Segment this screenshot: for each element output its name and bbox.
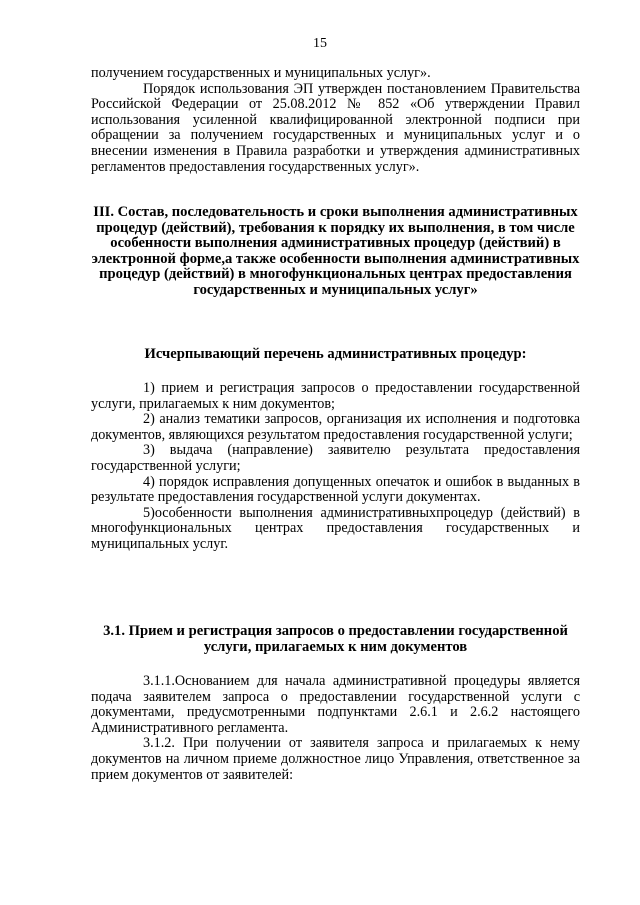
list-heading: Исчерпывающий перечень административных процедур:: [144, 346, 527, 362]
paragraph: 3.1.2. При получении от заявителя запроса и прилагаемых к нему документов на личном приеме должностное лицо Управления, ответственное за прием документов от заявителей:: [91, 735, 580, 783]
subsection-body: [91, 674, 580, 783]
list-item: 2) анализ тематики запросов, организация их исполнения и подготовка документов, являющихся результатом предоставления государственной услуги;: [91, 411, 580, 443]
procedure-list: [91, 381, 580, 553]
subsection-title: 3.1. Прием и регистрация запросов о предоставлении государственной услуги, прилагаемых к ним документов: [103, 623, 568, 655]
paragraph: 3.1.1.Основанием для начала административной процедуры является подача заявителем запроса о предоставлении государственной услуги с документами, предусмотренными подпунктами 2.6.1 и 2.6.2 настоящего Административного регламента.: [91, 673, 580, 736]
page-number: 15: [313, 36, 327, 51]
intro-line: получением государственных и муниципальных услуг».: [91, 65, 431, 81]
section-title-block: [91, 205, 580, 299]
list-item: 4) порядок исправления допущенных опечаток и ошибок в выданных в результате предоставления государственной услуги документах.: [91, 473, 580, 506]
list-item: 3) выдача (направление) заявителю результата предоставления государственной услуги;: [91, 442, 580, 474]
intro-paragraph: Порядок использования ЭП утвержден постановлением Правительства Российской Федерации от 25.08.2012 № 852 «Об утверждении Правил использования усиленной квалифицированной электронной подписи при обращении за получением государственных и муниципальных услуг и о внесении изменения в Правила разработки и утверждения административных регламентов предоставления государственных услуг».: [91, 80, 580, 175]
list-heading-block: [91, 347, 580, 363]
list-item: 1) прием и регистрация запросов о предоставлении государственной услуги, прилагаемых к ним документов;: [91, 380, 580, 412]
list-item: 5)особенности выполнения административныхпроцедур (действий) в многофункциональных центрах предоставления государственных и муниципальных услуг.: [91, 504, 580, 552]
intro-block: [91, 66, 580, 175]
subsection-title-block: [91, 624, 580, 655]
section-title: III. Состав, последовательность и сроки выполнения административных процедур (действий), требования к порядку их выполнения, в том числе особенности выполнения административных процедур (действий) в электронной форме,а также особенности выполнения административных процедур (действий) в многофункциональных центрах предоставления государственных и муниципальных услуг»: [91, 204, 580, 298]
